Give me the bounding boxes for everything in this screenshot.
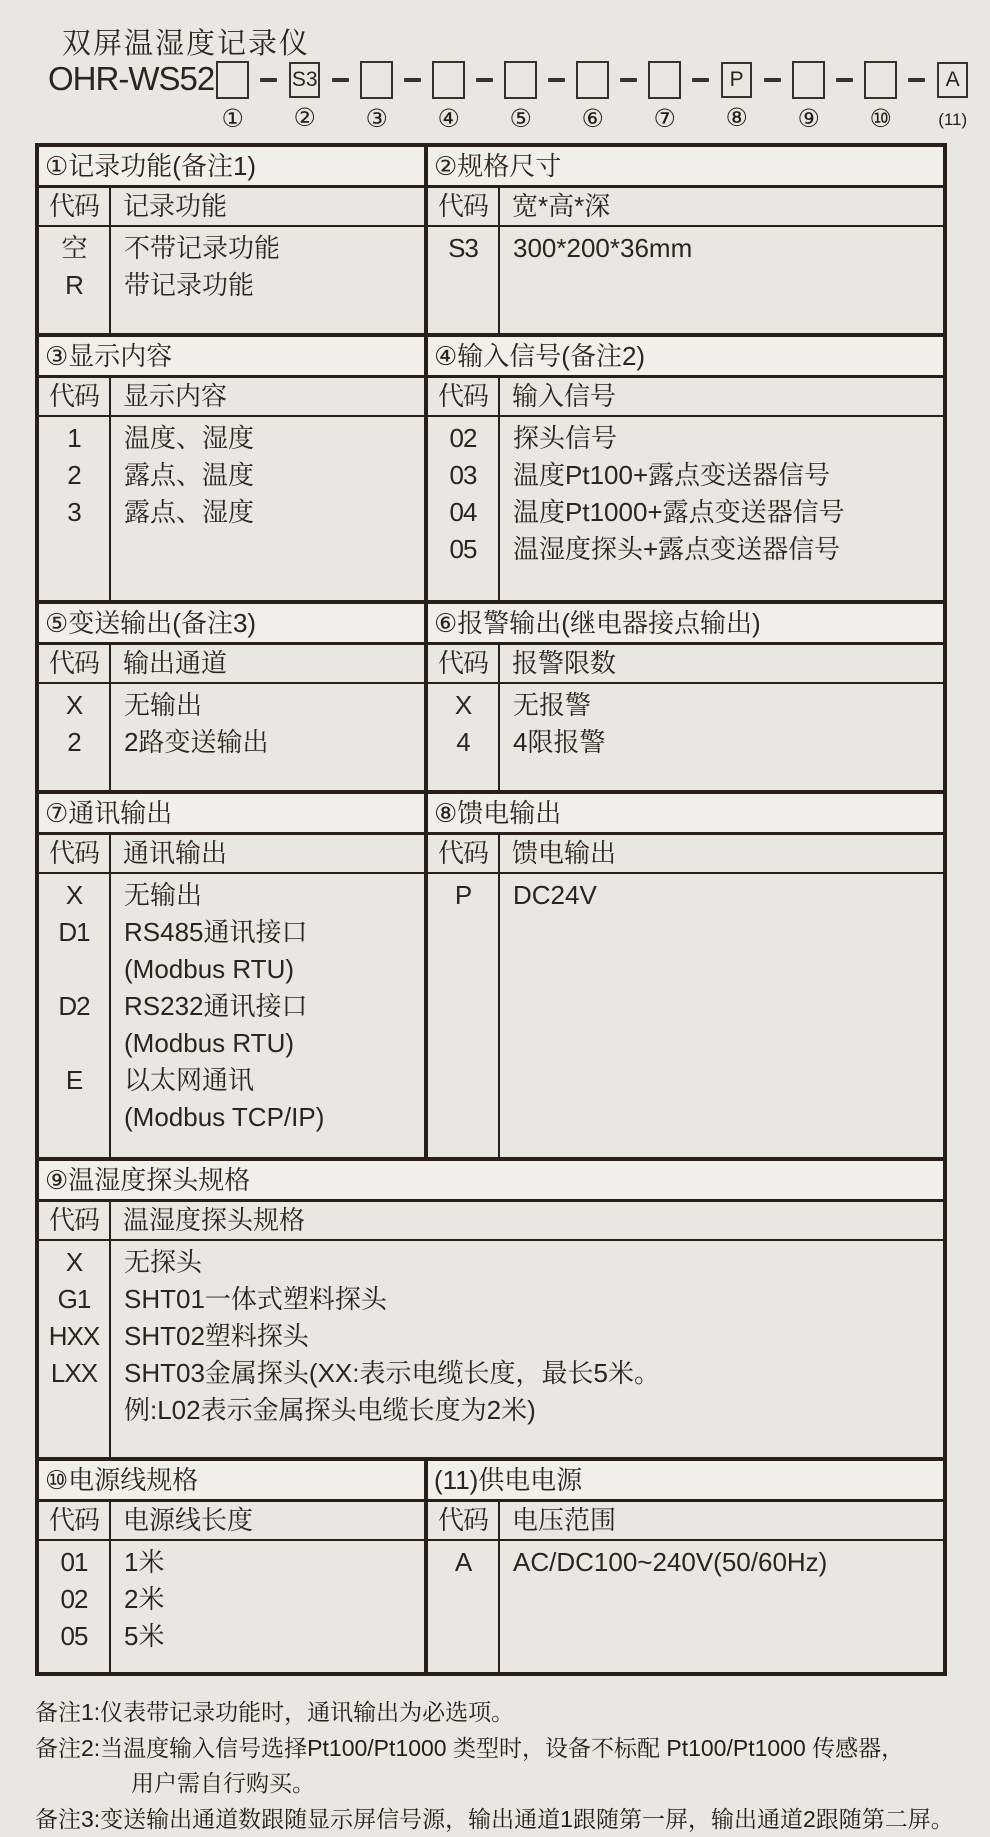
section-title: ⑤变送输出(备注3) (39, 604, 424, 645)
model-code-box-group (288, 56, 321, 131)
code-column (428, 417, 500, 600)
section-header-row (428, 188, 943, 227)
value-column (111, 687, 424, 790)
value-cell: DC24V (500, 877, 943, 914)
code-cell (39, 1392, 109, 1429)
value-cell: 探头信号 (500, 420, 943, 457)
value-cell: 无报警 (500, 687, 943, 724)
code-cell: 1 (39, 420, 109, 457)
model-code-box-group (504, 56, 537, 132)
section-header-row (428, 645, 943, 684)
spec-band (39, 147, 943, 333)
value-cell: 温度、湿度 (111, 420, 424, 457)
value-cell: 4限报警 (500, 724, 943, 761)
code-cell: R (39, 267, 109, 304)
code-cell: LXX (39, 1355, 109, 1392)
value-cell: 露点、温度 (111, 457, 424, 494)
section-header-row (39, 835, 424, 874)
value-column (500, 230, 943, 333)
section-header-row (39, 188, 424, 227)
value-column-header: 记录功能 (111, 188, 424, 225)
dash-separator (332, 78, 349, 82)
value-cell: 带记录功能 (111, 267, 424, 304)
code-cell: 2 (39, 457, 109, 494)
value-cell: 例:L02表示金属探头电缆长度为2米) (111, 1392, 943, 1429)
note-line: 备注2:当温度输入信号选择Pt100/Pt1000 类型时，设备不标配 Pt100/Pt1000 传感器， (35, 1731, 975, 1767)
model-code-index: (11) (938, 105, 967, 133)
code-column-header: 代码 (428, 1502, 500, 1539)
model-code-box (792, 61, 825, 99)
code-column (39, 684, 111, 790)
code-cell: 02 (39, 1581, 109, 1618)
footnotes (35, 1695, 975, 1837)
dash-separator (620, 78, 637, 82)
model-code-box: S3 (289, 62, 320, 98)
model-code-line (48, 56, 969, 133)
value-cell: 300*200*36mm (500, 230, 943, 267)
spec-band (39, 1157, 943, 1457)
code-cell: 02 (428, 420, 498, 457)
value-cell: RS232通讯接口 (111, 988, 424, 1025)
model-code-box-group (720, 56, 753, 131)
value-column-header: 馈电输出 (500, 835, 943, 872)
model-code-box-group (432, 56, 465, 132)
section-content (39, 227, 424, 333)
code-column (39, 417, 111, 600)
dash-separator (260, 78, 277, 82)
section-title: ⑦通讯输出 (39, 794, 424, 835)
section-header-row (428, 1502, 943, 1541)
value-column (500, 877, 943, 1157)
model-code-segments (216, 56, 969, 133)
model-prefix: OHR-WS52 (48, 56, 214, 102)
model-code-box-group (576, 56, 609, 132)
value-column (111, 877, 424, 1157)
spec-band (39, 333, 943, 600)
value-cell: RS485通讯接口 (111, 914, 424, 951)
code-cell: 04 (428, 494, 498, 531)
code-column (39, 874, 111, 1157)
spec-section (39, 1461, 428, 1672)
section-content (428, 874, 943, 1157)
model-code-index: ⑥ (581, 106, 603, 132)
code-column (39, 227, 111, 333)
section-title: ④输入信号(备注2) (428, 337, 943, 378)
code-cell: X (39, 1244, 109, 1281)
section-title: ⑧馈电输出 (428, 794, 943, 835)
spec-section (39, 147, 428, 333)
model-code-box (432, 61, 465, 99)
model-code-box-group (216, 56, 249, 132)
code-cell: D1 (39, 914, 109, 951)
section-title: ①记录功能(备注1) (39, 147, 424, 188)
section-header-row (39, 645, 424, 684)
value-cell: (Modbus RTU) (111, 1025, 424, 1062)
note-line: 用户需自行购买。 (35, 1766, 975, 1802)
spec-section (39, 604, 428, 790)
section-title: ⑨温湿度探头规格 (39, 1161, 943, 1202)
code-cell (39, 1025, 109, 1062)
spec-section (428, 147, 943, 333)
code-column-header: 代码 (39, 835, 111, 872)
value-cell: 2路变送输出 (111, 724, 424, 761)
spec-section (428, 604, 943, 790)
value-column-header: 输入信号 (500, 378, 943, 415)
code-column-header: 代码 (39, 645, 111, 682)
value-column-header: 电源线长度 (111, 1502, 424, 1539)
spec-band (39, 1457, 943, 1672)
code-column (428, 227, 500, 333)
value-column (111, 1544, 424, 1672)
dash-separator (404, 78, 421, 82)
code-cell: X (39, 877, 109, 914)
value-column-header: 通讯输出 (111, 835, 424, 872)
section-content (39, 874, 424, 1157)
spec-section (39, 337, 428, 600)
model-code-index: ⑦ (653, 106, 675, 132)
model-code-index: ⑧ (725, 105, 747, 131)
dash-separator (764, 78, 781, 82)
section-content (428, 684, 943, 790)
value-cell: SHT02塑料探头 (111, 1318, 943, 1355)
value-column-header: 输出通道 (111, 645, 424, 682)
model-code-box-group (792, 56, 825, 132)
note-line: 备注3:变送输出通道数跟随显示屏信号源，输出通道1跟随第一屏，输出通道2跟随第二屏。 (35, 1802, 975, 1837)
dash-separator (476, 78, 493, 82)
ordering-spec-table (35, 143, 947, 1676)
model-code-box-group (936, 56, 969, 133)
code-cell: D2 (39, 988, 109, 1025)
model-code-box (648, 61, 681, 99)
code-cell: 03 (428, 457, 498, 494)
code-cell: 4 (428, 724, 498, 761)
dash-separator (908, 78, 925, 82)
code-column (428, 684, 500, 790)
code-cell: G1 (39, 1281, 109, 1318)
spec-section (39, 1161, 943, 1457)
code-cell: 01 (39, 1544, 109, 1581)
model-code-box-group (648, 56, 681, 132)
section-content (39, 1241, 943, 1457)
product-title: 双屏温湿度记录仪 (62, 21, 310, 62)
section-content (39, 417, 424, 600)
model-code-box-group (864, 56, 897, 132)
spec-section (39, 794, 428, 1157)
value-cell: SHT01一体式塑料探头 (111, 1281, 943, 1318)
value-cell: (Modbus RTU) (111, 951, 424, 988)
dash-separator (692, 78, 709, 82)
value-column (111, 420, 424, 600)
value-cell: (Modbus TCP/IP) (111, 1099, 424, 1136)
value-cell: 5米 (111, 1618, 424, 1655)
section-header-row (39, 1202, 943, 1241)
section-title: (11)供电电源 (428, 1461, 943, 1502)
code-cell: 3 (39, 494, 109, 531)
dash-separator (548, 78, 565, 82)
code-column-header: 代码 (39, 1202, 111, 1239)
model-code-box-group (360, 56, 393, 132)
section-header-row (428, 835, 943, 874)
code-cell: 05 (39, 1618, 109, 1655)
section-content (428, 227, 943, 333)
code-cell: 2 (39, 724, 109, 761)
model-code-box (576, 61, 609, 99)
code-column (39, 1541, 111, 1672)
section-title: ⑥报警输出(继电器接点输出) (428, 604, 943, 645)
note-line: 备注1:仪表带记录功能时，通讯输出为必选项。 (35, 1695, 975, 1731)
code-column-header: 代码 (428, 835, 500, 872)
value-cell: 无探头 (111, 1244, 943, 1281)
code-cell: X (39, 687, 109, 724)
value-column (111, 1244, 943, 1457)
section-title: ②规格尺寸 (428, 147, 943, 188)
value-cell: 温度Pt100+露点变送器信号 (500, 457, 943, 494)
model-code-index: ⑨ (797, 106, 819, 132)
value-cell: 以太网通讯 (111, 1062, 424, 1099)
code-cell (39, 951, 109, 988)
spec-section (428, 1461, 943, 1672)
value-cell: 温湿度探头+露点变送器信号 (500, 531, 943, 568)
dash-separator (836, 78, 853, 82)
model-code-box (360, 61, 393, 99)
code-cell: A (428, 1544, 498, 1581)
model-code-index: ⑩ (869, 106, 891, 132)
value-cell: SHT03金属探头(XX:表示电缆长度，最长5米。 (111, 1355, 943, 1392)
model-code-box: A (937, 62, 968, 98)
value-column (500, 687, 943, 790)
model-code-index: ⑤ (509, 106, 531, 132)
spec-band (39, 600, 943, 790)
code-column-header: 代码 (39, 188, 111, 225)
code-cell: 05 (428, 531, 498, 568)
value-column-header: 显示内容 (111, 378, 424, 415)
value-column-header: 宽*高*深 (500, 188, 943, 225)
code-column-header: 代码 (428, 188, 500, 225)
code-cell (39, 1099, 109, 1136)
code-column-header: 代码 (428, 378, 500, 415)
section-header-row (39, 1502, 424, 1541)
section-title: ③显示内容 (39, 337, 424, 378)
section-content (39, 1541, 424, 1672)
code-cell: X (428, 687, 498, 724)
code-column-header: 代码 (39, 1502, 111, 1539)
code-column (39, 1241, 111, 1457)
code-column (428, 1541, 500, 1672)
code-cell: 空 (39, 230, 109, 267)
value-column (111, 230, 424, 333)
section-content (428, 1541, 943, 1672)
value-cell: 无输出 (111, 687, 424, 724)
section-content (39, 684, 424, 790)
model-code-box: P (721, 62, 752, 98)
value-column-header: 温湿度探头规格 (111, 1202, 943, 1239)
section-title: ⑩电源线规格 (39, 1461, 424, 1502)
code-cell: P (428, 877, 498, 914)
spec-section (428, 794, 943, 1157)
section-header-row (428, 378, 943, 417)
model-code-index: ② (293, 105, 315, 131)
spec-section (428, 337, 943, 600)
value-column (500, 420, 943, 600)
model-code-index: ③ (365, 106, 387, 132)
value-cell: 温度Pt1000+露点变送器信号 (500, 494, 943, 531)
value-cell: 露点、湿度 (111, 494, 424, 531)
value-cell: 不带记录功能 (111, 230, 424, 267)
value-cell: 无输出 (111, 877, 424, 914)
value-column (500, 1544, 943, 1672)
value-cell: AC/DC100~240V(50/60Hz) (500, 1544, 943, 1581)
value-cell: 2米 (111, 1581, 424, 1618)
model-code-box (864, 61, 897, 99)
value-column-header: 电压范围 (500, 1502, 943, 1539)
model-code-box (504, 61, 537, 99)
code-column-header: 代码 (39, 378, 111, 415)
value-cell: 1米 (111, 1544, 424, 1581)
code-cell: HXX (39, 1318, 109, 1355)
model-code-box (216, 61, 249, 99)
spec-band (39, 790, 943, 1157)
code-column-header: 代码 (428, 645, 500, 682)
model-code-index: ① (221, 106, 243, 132)
code-cell: E (39, 1062, 109, 1099)
model-code-index: ④ (437, 106, 459, 132)
section-content (428, 417, 943, 600)
value-column-header: 报警限数 (500, 645, 943, 682)
section-header-row (39, 378, 424, 417)
code-cell: S3 (428, 230, 498, 267)
code-column (428, 874, 500, 1157)
